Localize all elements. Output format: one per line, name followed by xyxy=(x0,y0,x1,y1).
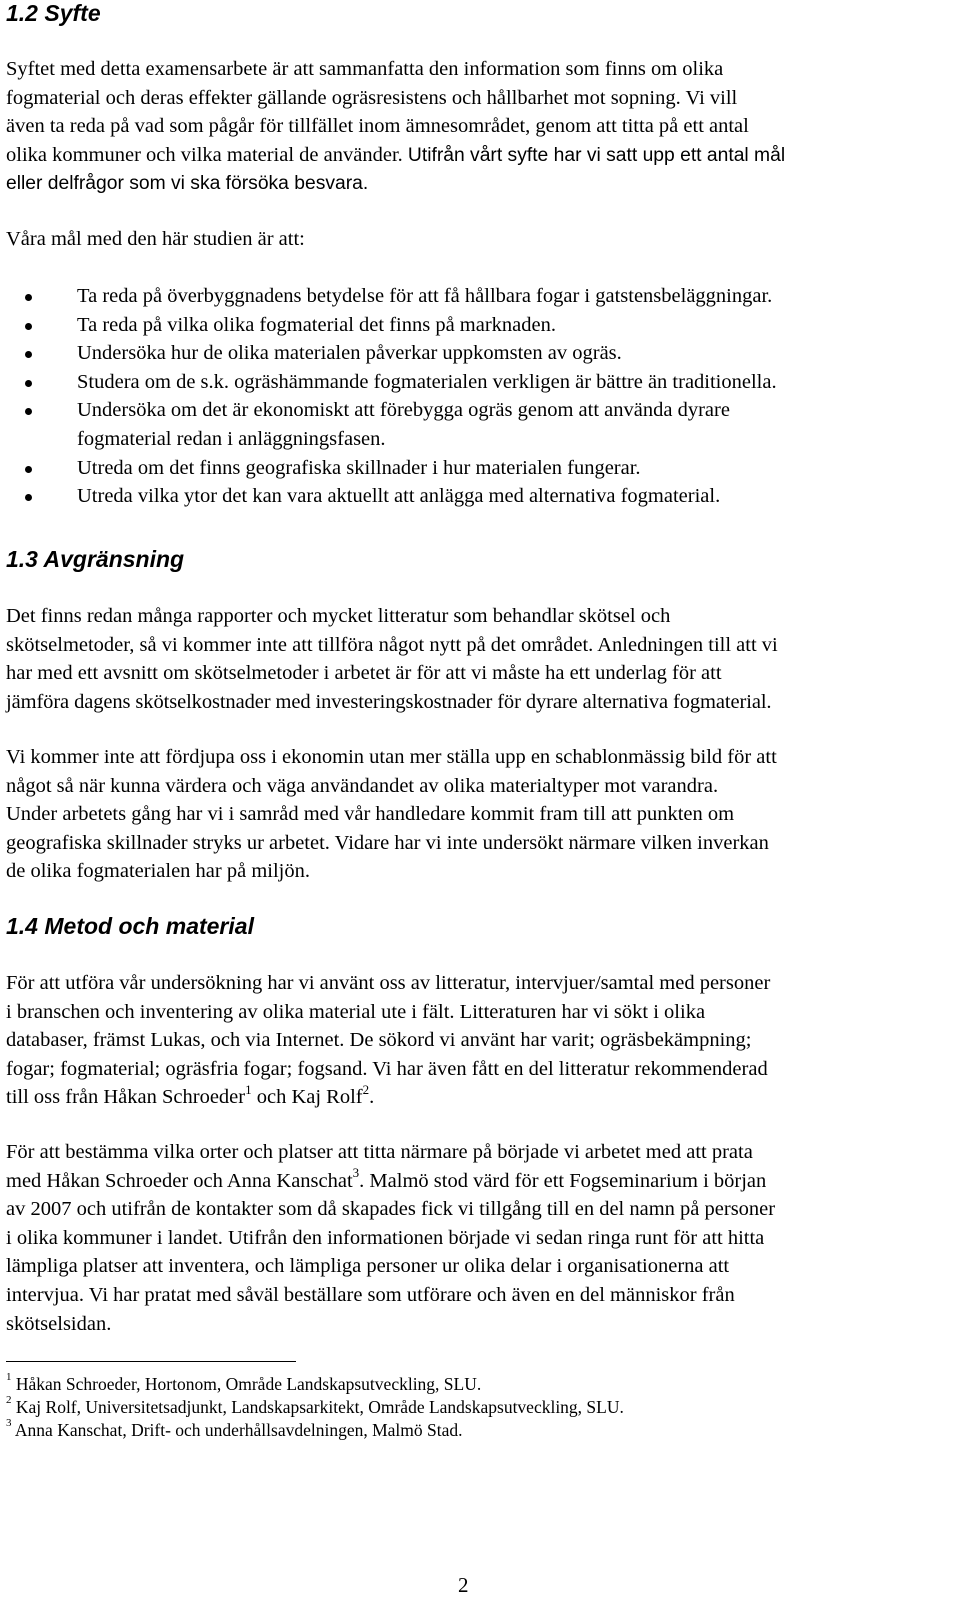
list-item-text: Studera om de s.k. ogräshämmande fogmaterialen verkligen är bättre än traditionella. xyxy=(77,370,777,393)
text-line: skötselmetoder, så vi kommer inte att tillföra något nytt på det området. Anledningen till att vi xyxy=(6,633,778,656)
text-line: fogmaterial och deras effekter gällande ogräsresistens och hållbarhet mot sopning. Vi vill xyxy=(6,86,738,109)
footnote-ref-2[interactable]: 2 xyxy=(362,1081,370,1097)
metod-paragraph-1 xyxy=(6,969,956,1112)
list-item-text: Utreda om det finns geografiska skillnader i hur materialen fungerar. xyxy=(77,456,641,479)
text-line: har med ett avsnitt om skötselmetoder i arbetet är för att vi måste ha ett underlag för att xyxy=(6,662,722,685)
footnote-item xyxy=(6,1396,624,1419)
footnote-text: Anna Kanschat, Drift- och underhållsavdelningen, Malmö Stad. xyxy=(14,1420,463,1440)
text-line: För att bestämma vilka orter och platser att titta närmare på började vi arbetet med att prata xyxy=(6,1141,753,1163)
footnote-item xyxy=(6,1419,624,1442)
text-line: i olika kommuner i landet. Utifrån den informationen började vi sedan ringa runt för att hitta xyxy=(6,1226,765,1249)
bullet-icon xyxy=(25,294,32,301)
bullet-icon xyxy=(25,351,32,358)
list-item xyxy=(6,339,956,368)
list-item xyxy=(6,454,956,483)
text-span-sans: Utifrån vårt syfte har vi satt upp ett antal mål xyxy=(407,144,786,166)
text-line: lämpliga platser att inventera, och lämpliga personer ur olika delar i organisationerna att xyxy=(6,1255,730,1278)
footnote-text: Håkan Schroeder, Hortonom, Område Landskapsutveckling, SLU. xyxy=(15,1374,482,1394)
list-item xyxy=(6,396,956,453)
text-line: fogar; fogmaterial; ogräsfria fogar; fogsand. Vi har även fått en del litteratur rekommenderad xyxy=(6,1057,768,1080)
text-line: jämföra dagens skötselkostnader med investeringskostnader för dyrare alternativa fogmaterial. xyxy=(6,690,772,713)
syfte-paragraph-2 xyxy=(6,225,956,254)
text-line: Vi kommer inte att fördjupa oss i ekonomin utan mer ställa upp en schablonmässig bild för att xyxy=(6,746,777,768)
goals-list xyxy=(6,282,956,511)
text-span: med Håkan Schroeder och Anna Kanschat xyxy=(6,1169,353,1192)
text-line: även ta reda på vad som pågår för tillfället inom ämnesområdet, genom att titta på ett antal xyxy=(6,115,749,138)
page-number: 2 xyxy=(458,1573,469,1597)
footnote-item xyxy=(6,1373,624,1396)
list-item-text: fogmaterial redan i anläggningsfasen. xyxy=(77,427,386,450)
text-line: skötselsidan. xyxy=(6,1312,112,1335)
section-heading-metod: 1.4 Metod och material xyxy=(6,913,254,939)
text-span: . xyxy=(369,1086,375,1109)
text-line xyxy=(6,1164,956,1196)
list-item xyxy=(6,482,956,511)
text-line xyxy=(6,141,956,171)
text-line: Det finns redan många rapporter och mycket litteratur som behandlar skötsel och xyxy=(6,605,671,627)
list-item-text: Utreda vilka ytor det kan vara aktuellt att anlägga med alternativa fogmaterial. xyxy=(77,485,721,508)
footnote-number: 1 xyxy=(6,1371,12,1384)
footnote-ref-3[interactable]: 3 xyxy=(352,1164,360,1180)
footnote-number: 3 xyxy=(6,1417,12,1430)
avgransning-paragraph-2 xyxy=(6,743,956,886)
metod-paragraph-2 xyxy=(6,1138,956,1338)
list-item-text: Ta reda på överbyggnadens betydelse för att få hållbara fogar i gatstensbeläggningar. xyxy=(77,285,773,307)
text-line: i branschen och inventering av olika material ute i fält. Litteraturen har vi sökt i olika xyxy=(6,1000,706,1023)
footnote-number: 2 xyxy=(6,1394,12,1407)
text-line: intervjua. Vi har pratat med såväl beställare som utförare och även en del människor från xyxy=(6,1283,735,1306)
footnote-text: Kaj Rolf, Universitetsadjunkt, Landskapsarkitekt, Område Landskapsutveckling, SLU. xyxy=(15,1397,624,1417)
list-item-text: Undersöka hur de olika materialen påverkar uppkomsten av ogräs. xyxy=(77,342,622,365)
bullet-icon xyxy=(25,494,32,501)
footnotes-list xyxy=(6,1373,624,1442)
section-heading-syfte: 1.2 Syfte xyxy=(6,0,101,26)
text-line: eller delfrågor som vi ska försöka besvara. xyxy=(6,173,369,195)
text-line: databaser, främst Lukas, och via Internet. De sökord vi använt har varit; ogräsbekämpning; xyxy=(6,1029,752,1052)
syfte-paragraph-1 xyxy=(6,55,956,199)
list-item xyxy=(6,368,956,397)
text-line: geografiska skillnader stryks ur arbetet. Vidare har vi inte undersökt närmare vilken inverkan xyxy=(6,831,769,854)
avgransning-paragraph-1 xyxy=(6,602,956,716)
text-line: För att utföra vår undersökning har vi använt oss av litteratur, intervjuer/samtal med personer xyxy=(6,972,771,994)
text-line: Våra mål med den här studien är att: xyxy=(6,228,305,250)
list-item-text: Ta reda på vilka olika fogmaterial det finns på marknaden. xyxy=(77,313,556,336)
bullet-icon xyxy=(25,323,32,330)
list-item xyxy=(6,311,956,340)
section-heading-avgransning: 1.3 Avgränsning xyxy=(6,546,185,572)
text-line: de olika fogmaterialen har på miljön. xyxy=(6,860,310,883)
footnote-ref-1[interactable]: 1 xyxy=(245,1081,252,1097)
list-item xyxy=(6,282,956,311)
bullet-icon xyxy=(25,466,32,473)
text-line xyxy=(6,1083,956,1112)
list-item-text: Undersöka om det är ekonomiskt att förebygga ogräs genom att använda dyrare xyxy=(77,399,730,422)
text-span: . Malmö stod värd för ett Fogseminarium i början xyxy=(359,1169,767,1192)
footnote-separator xyxy=(6,1361,296,1362)
text-span: till oss från Håkan Schroeder xyxy=(6,1086,246,1109)
text-line: Under arbetets gång har vi i samråd med vår handledare kommit fram till att punkten om xyxy=(6,803,735,826)
bullet-icon xyxy=(25,408,32,415)
text-span: och Kaj Rolf xyxy=(251,1086,363,1109)
text-line: något så när kunna värdera och väga användandet av olika materialtyper mot varandra. xyxy=(6,774,719,797)
bullet-icon xyxy=(25,380,32,387)
text-line: av 2007 och utifrån de kontakter som då skapades fick vi tillgång till en del namn på personer xyxy=(6,1198,776,1221)
text-line: Syftet med detta examensarbete är att sammanfatta den information som finns om olika xyxy=(6,58,724,80)
text-span: olika kommuner och vilka material de använder. xyxy=(6,143,403,166)
